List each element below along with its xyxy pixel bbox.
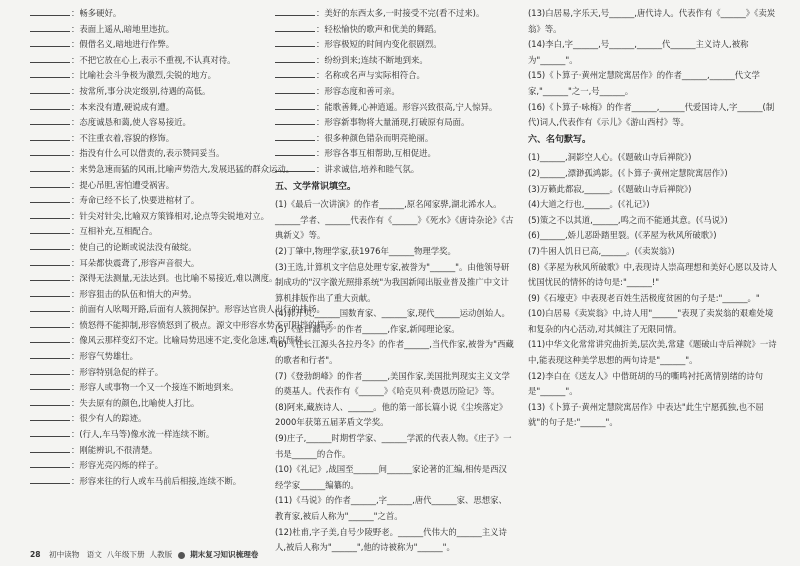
literature-item [528, 6, 780, 37]
item-text: ：美好的东西太多,一时接受不完(看不过来)。 [316, 8, 485, 18]
answer-blank[interactable] [275, 68, 315, 78]
idiom-row [30, 84, 262, 100]
quote-item [528, 369, 780, 400]
answer-blank[interactable] [275, 37, 315, 47]
answer-blank[interactable] [30, 474, 70, 484]
idiom-row [275, 22, 515, 38]
item-text: ：针尖对针尖,比喻双方策锋相对,论点等尖锐地对立。 [71, 210, 269, 221]
idiom-row [30, 474, 262, 490]
quote-item [528, 166, 780, 182]
item-text: (11)《马说》的作者______,字______,唐代______家、思想家、教育家,被后人称为"______"之首。 [275, 495, 507, 521]
answer-blank[interactable] [30, 333, 70, 343]
item-text: ：形容态度和善可亲。 [316, 85, 400, 96]
literature-item [275, 322, 515, 338]
answer-blank[interactable] [30, 6, 70, 16]
idiom-row [30, 318, 342, 334]
literature-item [275, 197, 515, 244]
item-text: ：假借名义,暗地进行作弊。 [71, 39, 175, 50]
column-quotes [528, 6, 780, 431]
literature-item [275, 462, 515, 493]
idiom-row [30, 287, 262, 303]
item-text: (7)牛困人饥日已高,______。(《卖炭翁》) [528, 245, 675, 256]
answer-blank[interactable] [275, 53, 315, 63]
quote-item [528, 150, 780, 166]
item-text: ：不注重衣着,容貌的修饰。 [71, 132, 175, 143]
item-text: (1)《最后一次讲演》的作者______,原名闻家骅,湖北浠水人。______学者、______代表作有《______》《死水》《唐诗杂论》《古典新义》等。 [275, 199, 514, 241]
item-text: ：表面上遥从,暗地里违抗。 [71, 23, 175, 34]
item-text: ：畅多硬好。 [71, 8, 122, 18]
quote-item [528, 182, 780, 198]
item-text: (10)《礼记》,战国至______间______家论著的汇编,相传是西汉经学家______编纂的。 [275, 464, 507, 490]
item-text: ：轻松愉快的歌声和优美的舞蹈。 [316, 23, 442, 34]
item-text: (9)庄子,______时期哲学家、______学派的代表人物。《庄子》一书是______的合作。 [275, 433, 512, 459]
answer-blank[interactable] [30, 68, 70, 78]
item-text: (8)《茅屋为秋风所破歌》中,表现诗人崇高理想和美好心愿以及诗人忧国忧民的情怀的诗句是:"______!" [528, 261, 778, 288]
answer-blank[interactable] [30, 458, 70, 468]
item-text: (13)《卜算子·黄州定慧院寓居作》中表达"此生宁愿孤独,也不屈就"的句子是:"______"。 [528, 401, 764, 428]
answer-blank[interactable] [30, 53, 70, 63]
item-text: (15)《卜算子·黄州定慧院寓居作》的作者______,______代文学家,"______"之一,号______。 [528, 70, 760, 96]
idiom-row [275, 6, 515, 22]
item-text: ：形容狙击的队伍和悄大的声势。 [71, 288, 197, 299]
item-text: ：指没有什么可以借责的,表示赞同妥当。 [71, 148, 225, 159]
idiom-row [30, 256, 262, 272]
item-text: (12)杜甫,字子美,自号少陵野老。______代伟大的______主义诗人,被后人称为"______",他的诗被称为"______"。 [275, 526, 507, 553]
answer-blank[interactable] [275, 131, 315, 141]
literature-item [275, 493, 515, 524]
answer-blank[interactable] [30, 84, 70, 94]
answer-blank[interactable] [30, 443, 70, 453]
idiom-row [30, 458, 262, 474]
idiom-row [30, 224, 262, 240]
answer-blank[interactable] [30, 271, 70, 281]
answer-blank[interactable] [30, 427, 70, 437]
answer-blank[interactable] [30, 193, 70, 203]
answer-blank[interactable] [30, 240, 70, 250]
item-text: ：耳朵都快震聋了,形容声音很大。 [71, 257, 200, 268]
item-text: ：形容极短的时间内变化很剧烈。 [316, 39, 442, 50]
item-text: (2)丁肇中,物理学家,获1976年______物理学奖。 [275, 245, 456, 256]
idiom-row [275, 162, 515, 178]
idiom-row [30, 443, 262, 459]
answer-blank[interactable] [30, 22, 70, 32]
idiom-row [275, 131, 515, 147]
idiom-row [30, 240, 262, 256]
item-text: (4)郭开贝,______国数育家、______家,现代______运动创始人。 [275, 308, 510, 319]
idiom-row [30, 53, 262, 69]
footer-title: 期末复习知识梳理卷 [190, 550, 259, 559]
bullet-icon [178, 552, 185, 559]
item-text: (1)______,洞影空人心。(《题破山寺后禅院》) [528, 152, 692, 163]
item-text: ：形容各事互相帮助,互相促进。 [316, 148, 436, 159]
item-text: (10)白居易《卖炭翁》中,诗人用"______"表现了卖炭翁的艰难处境和复杂的内心活动,对其倾注了无限同情。 [528, 308, 774, 334]
item-text: ：愤怒得不能抑制,形容愤怒到了极点。源文中形容水势不可阻挡的样子。 [71, 319, 342, 330]
quote-item [528, 337, 780, 368]
answer-blank[interactable] [30, 318, 70, 328]
idiom-row [30, 68, 262, 84]
section-five-title: 五、文学常识填空。 [275, 181, 357, 192]
literature-item [275, 431, 515, 462]
section-six-title: 六、名句默写。 [528, 134, 592, 145]
idiom-row [275, 84, 515, 100]
item-text: ：很少有人的踪迹。 [71, 413, 147, 424]
literature-item [528, 100, 780, 131]
idiom-row [30, 100, 262, 116]
page-footer [30, 549, 770, 560]
idiom-row [275, 100, 515, 116]
answer-blank[interactable] [30, 411, 70, 421]
idiom-row [275, 53, 515, 69]
idiom-row [30, 365, 262, 381]
idiom-row [30, 6, 262, 22]
idiom-row [30, 427, 262, 443]
item-text: ：形容气势雄壮。 [71, 351, 138, 362]
item-text: ：像风云那样变幻不定。比喻局势迅速不定,变化急速,难以预料。 [71, 335, 311, 346]
answer-blank[interactable] [30, 146, 70, 156]
item-text: ：寿命已经不长了,快要进棺材了。 [71, 195, 200, 206]
item-text: (3)王选,计算机文字信息处理专家,被誉为"______"。由他领导研制成功的"汉字激光照排系统"为我国新闻出版业普及推广中文计算机排版作出了重大贡献。 [275, 261, 510, 303]
idiom-row [30, 302, 325, 318]
answer-blank[interactable] [30, 365, 70, 375]
item-text: (6)______,娇儿恶卧踏里裂。(《茅屋为秋风所破歌》) [528, 230, 717, 241]
idiom-row [30, 115, 262, 131]
answer-blank[interactable] [275, 146, 315, 156]
item-text: ：深得无法测量,无法达到。也比喻不易接近,难以测度。 [71, 273, 278, 284]
item-text: (5)策之不以其道,______,鸣之而不能通其意。(《马说》) [528, 214, 728, 225]
idiom-row [30, 411, 262, 427]
grade-label: 八年级下册 [106, 550, 145, 559]
item-text: ：形容来往的行人或车马前后相接,连续不断。 [71, 475, 242, 486]
item-text: (3)万籁此都寂,______。(《题破山寺后禅院》) [528, 183, 692, 194]
literature-item [275, 337, 515, 368]
answer-blank[interactable] [30, 37, 70, 47]
idiom-row [30, 380, 262, 396]
item-text: (5)《金日漏寺》的作者______,作家,新闻理论家。 [275, 323, 460, 334]
item-text: (14)李白,字______,号______,______代______主义诗人,被称为"______"。 [528, 39, 749, 65]
answer-blank[interactable] [30, 162, 70, 172]
answer-blank[interactable] [30, 224, 70, 234]
item-text: ：按常所,事分决定级别,待遇的高低。 [71, 85, 211, 96]
item-text: (8)阿来,藏族诗人、______。他的第一部长篇小说《尘埃落定》2000年获第五届茅盾文学奖。 [275, 401, 508, 428]
item-text: (4)大道之行也,______。(《礼记》) [528, 199, 650, 210]
page-number: 28 [30, 550, 41, 559]
answer-blank[interactable] [30, 302, 70, 312]
idiom-row [275, 115, 515, 131]
answer-blank[interactable] [275, 22, 315, 32]
answer-blank[interactable] [275, 84, 315, 94]
item-text: ：使自己的论断或说法没有破绽。 [71, 241, 197, 252]
item-text: ：形容新事物将大量涌现,打破原有局面。 [316, 117, 470, 128]
idiom-row [30, 209, 269, 225]
quote-item [528, 213, 780, 229]
idiom-row [30, 37, 262, 53]
item-text: ：纷纷到来;连续不断地到来。 [316, 54, 428, 65]
item-text: ：能歌善舞,心神逍遥。形容兴致很高,宁人惊异。 [316, 101, 498, 112]
item-text: ：形容人或事物一个又一个接连不断地到来。 [71, 382, 239, 393]
idiom-row [30, 178, 262, 194]
literature-item [275, 369, 515, 400]
item-text: (11)中华文化常常讲究曲折美,层次美,常建《题破山寺后禅院》一诗中,能表现这种美学思想的两句诗是"______"。 [528, 339, 777, 366]
quote-item [528, 400, 780, 431]
edition-label: 人教版 [149, 550, 173, 559]
answer-blank[interactable] [30, 115, 70, 125]
idiom-row [30, 349, 262, 365]
item-text: (6)《在长江源头各拉丹冬》的作者______,当代作家,被誉为"西藏的歌者和行者"。 [275, 339, 514, 366]
idiom-row [275, 68, 515, 84]
subject-label: 语文 [86, 550, 102, 559]
column-literature [275, 6, 515, 556]
item-text: (9)《石壕吏》中表现老百姓生活极度贫困的句子是:"______。" [528, 292, 760, 303]
item-text: ：比喻社会斗争极为激烈,尖锐的地方。 [71, 70, 217, 81]
idiom-row [30, 396, 262, 412]
item-text: ：刚能辨识,不很清楚。 [71, 444, 158, 455]
idiom-row [30, 22, 262, 38]
item-text: ：态度诚恳和蔼,使人容易接近。 [71, 117, 191, 128]
idiom-row [30, 146, 262, 162]
quote-item [528, 260, 780, 291]
item-text: ：来势急速而猛的风雨,比喻声势浩大,发展迅猛的群众运动。 [71, 163, 295, 174]
answer-blank[interactable] [275, 6, 315, 16]
answer-blank[interactable] [275, 115, 315, 125]
item-text: ：提心吊胆,害怕遭受祸害。 [71, 179, 175, 190]
worksheet-page [30, 6, 782, 553]
quote-item [528, 291, 780, 307]
answer-blank[interactable] [30, 380, 70, 390]
idiom-row [275, 146, 515, 162]
item-text: ：(行人,车马等)像水流一样连续不断。 [71, 429, 215, 440]
literature-item [528, 68, 780, 99]
item-text: ：互相补充,互相配合。 [71, 226, 158, 237]
answer-blank[interactable] [30, 287, 70, 297]
answer-blank[interactable] [30, 209, 70, 219]
idiom-row [30, 131, 262, 147]
answer-blank[interactable] [30, 100, 70, 110]
quote-item [528, 306, 780, 337]
literature-item [528, 37, 780, 68]
idiom-row [30, 162, 295, 178]
item-text: ：本来没有遭,硬说成有遭。 [71, 101, 175, 112]
idiom-row [275, 37, 515, 53]
answer-blank[interactable] [275, 162, 315, 172]
item-text: (16)《卜算子·咏梅》的作者______,______代爱国诗人,字______(制代)词人,代表作有《示儿》《游山西村》等。 [528, 101, 775, 128]
answer-blank[interactable] [30, 256, 70, 266]
item-text: ：前面有人吆喝开路,后面有人簇拥保护。形容达官贵人出行的排场。 [71, 304, 325, 315]
item-text: ：名称或名声与实际相符合。 [316, 70, 425, 81]
series-label: 初中读物 [49, 550, 80, 559]
literature-item [275, 400, 515, 431]
item-text: (12)李白在《送友人》中借斑胡的马的嘶鸣衬托离情别绪的诗句是"______"。 [528, 370, 763, 397]
item-text: (13)白居易,字乐天,号______,唐代诗人。代表作有《______》《卖炭翁》等。 [528, 8, 776, 34]
idiom-row [30, 271, 278, 287]
item-text: ：形容特别急促的样子。 [71, 366, 164, 377]
quote-item [528, 197, 780, 213]
literature-item [275, 260, 515, 307]
quote-item [528, 244, 780, 260]
item-text: ：很多种颜色错杂而明亮艳丽。 [316, 132, 434, 143]
item-text: ：失去原有的颜色,比喻使人打比。 [71, 397, 200, 408]
literature-item [275, 244, 515, 260]
quote-item [528, 228, 780, 244]
answer-blank[interactable] [275, 100, 315, 110]
idiom-row [30, 333, 311, 349]
answer-blank[interactable] [30, 396, 70, 406]
item-text: ：形容光亮闪烁的样子。 [71, 460, 164, 471]
literature-item [275, 306, 515, 322]
answer-blank[interactable] [30, 178, 70, 188]
item-text: (2)______,漂渺孤鸿影。(《卜算子·黄州定慧院寓居作》) [528, 167, 728, 178]
answer-blank[interactable] [30, 131, 70, 141]
idiom-row [30, 193, 262, 209]
item-text: ：讲求诚信,培养和睦气氛。 [316, 163, 420, 174]
answer-blank[interactable] [30, 349, 70, 359]
item-text: ：不把它放在心上,表示不重视,不认真对待。 [71, 54, 236, 65]
item-text: (7)《登勃朗峰》的作者______,美国作家,美国批判现实主义文学的奠基人。代表作有《______》《哈克贝利·费恩历险记》等。 [275, 370, 510, 397]
